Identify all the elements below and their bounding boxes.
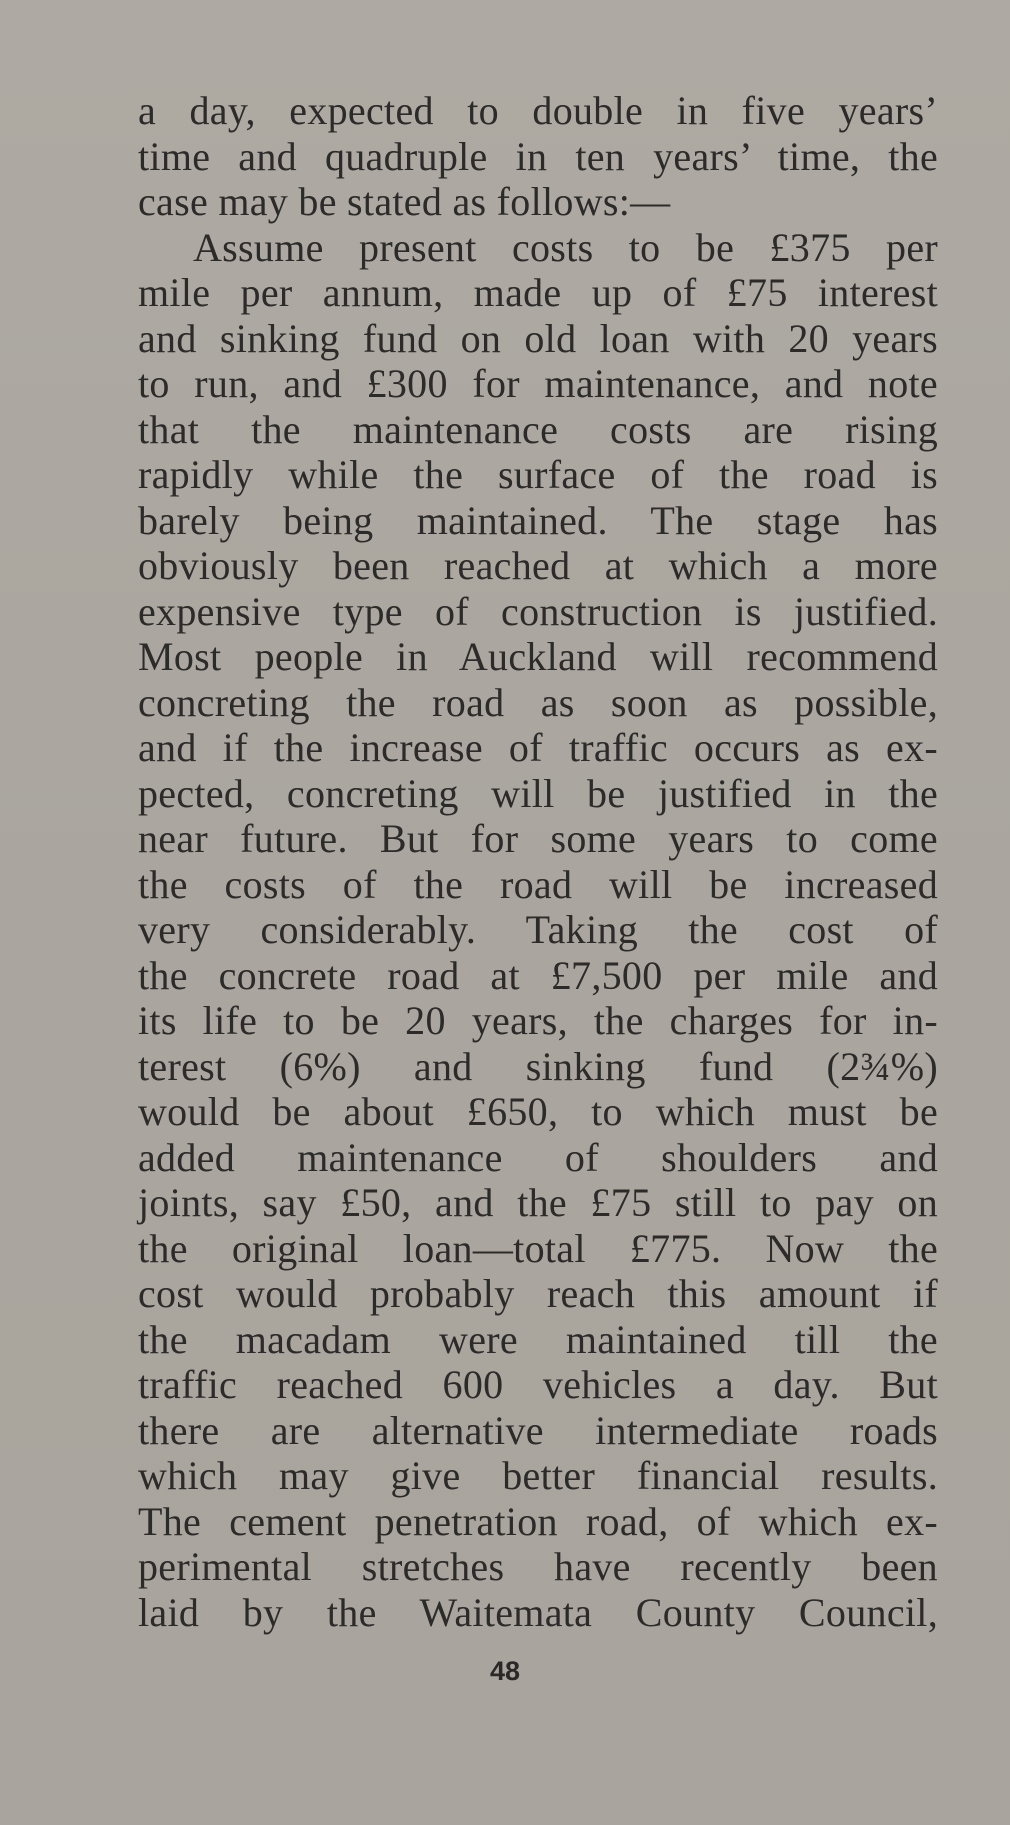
text-line: that the maintenance costs are rising: [138, 406, 938, 452]
text-line: and sinking fund on old loan with 20 years: [138, 315, 938, 361]
text-line: and if the increase of traffic occurs as ex-: [138, 725, 938, 770]
text-line: traffic reached 600 vehicles a day. But: [138, 1362, 938, 1407]
text-line: which may give better financial results.: [138, 1453, 938, 1498]
text-line: to run, and £300 for maintenance, and note: [138, 361, 938, 406]
text-line: expensive type of construction is justified.: [138, 588, 938, 634]
text-line: The cement penetration road, of which ex-: [138, 1498, 938, 1544]
text-line: mile per annum, made up of £75 interest: [138, 270, 938, 315]
text-line: Most people in Auckland will recommend: [138, 634, 938, 679]
text-line: perimental stretches have recently been: [138, 1544, 938, 1589]
text-line: laid by the Waitemata County Council,: [138, 1589, 938, 1635]
text-line: the concrete road at £7,500 per mile and: [138, 952, 938, 998]
text-line: the original loan—total £775. Now the: [138, 1225, 938, 1271]
text-line: barely being maintained. The stage has: [138, 497, 938, 543]
text-line: would be about £650, to which must be: [138, 1089, 938, 1134]
text-line: near future. But for some years to come: [138, 816, 938, 861]
paragraph-start-line: Assume present costs to be £375 per: [193, 224, 938, 270]
text-line: a day, expected to double in five years’: [138, 88, 938, 133]
text-line: rapidly while the surface of the road is: [138, 452, 938, 497]
text-line: added maintenance of shoulders and: [138, 1134, 938, 1180]
text-line: the costs of the road will be increased: [138, 861, 938, 907]
text-line: case may be stated as follows:—: [138, 179, 671, 224]
text-line: joints, say £50, and the £75 still to pay on: [138, 1180, 938, 1225]
text-line: there are alternative intermediate roads: [138, 1407, 938, 1453]
text-line: terest (6%) and sinking fund (2¾%): [138, 1043, 938, 1089]
text-line: cost would probably reach this amount if: [138, 1271, 938, 1316]
text-line: pected, concreting will be justified in the: [138, 770, 938, 816]
text-line: time and quadruple in ten years’ time, the: [138, 133, 938, 179]
text-line: the macadam were maintained till the: [138, 1316, 938, 1362]
text-line: very considerably. Taking the cost of: [138, 907, 938, 952]
text-line: concreting the road as soon as possible,: [138, 679, 938, 725]
text-line: obviously been reached at which a more: [138, 543, 938, 588]
text-line: its life to be 20 years, the charges for in-: [138, 998, 938, 1043]
page-number: 48: [489, 1656, 521, 1686]
body-text: [138, 88, 938, 1635]
